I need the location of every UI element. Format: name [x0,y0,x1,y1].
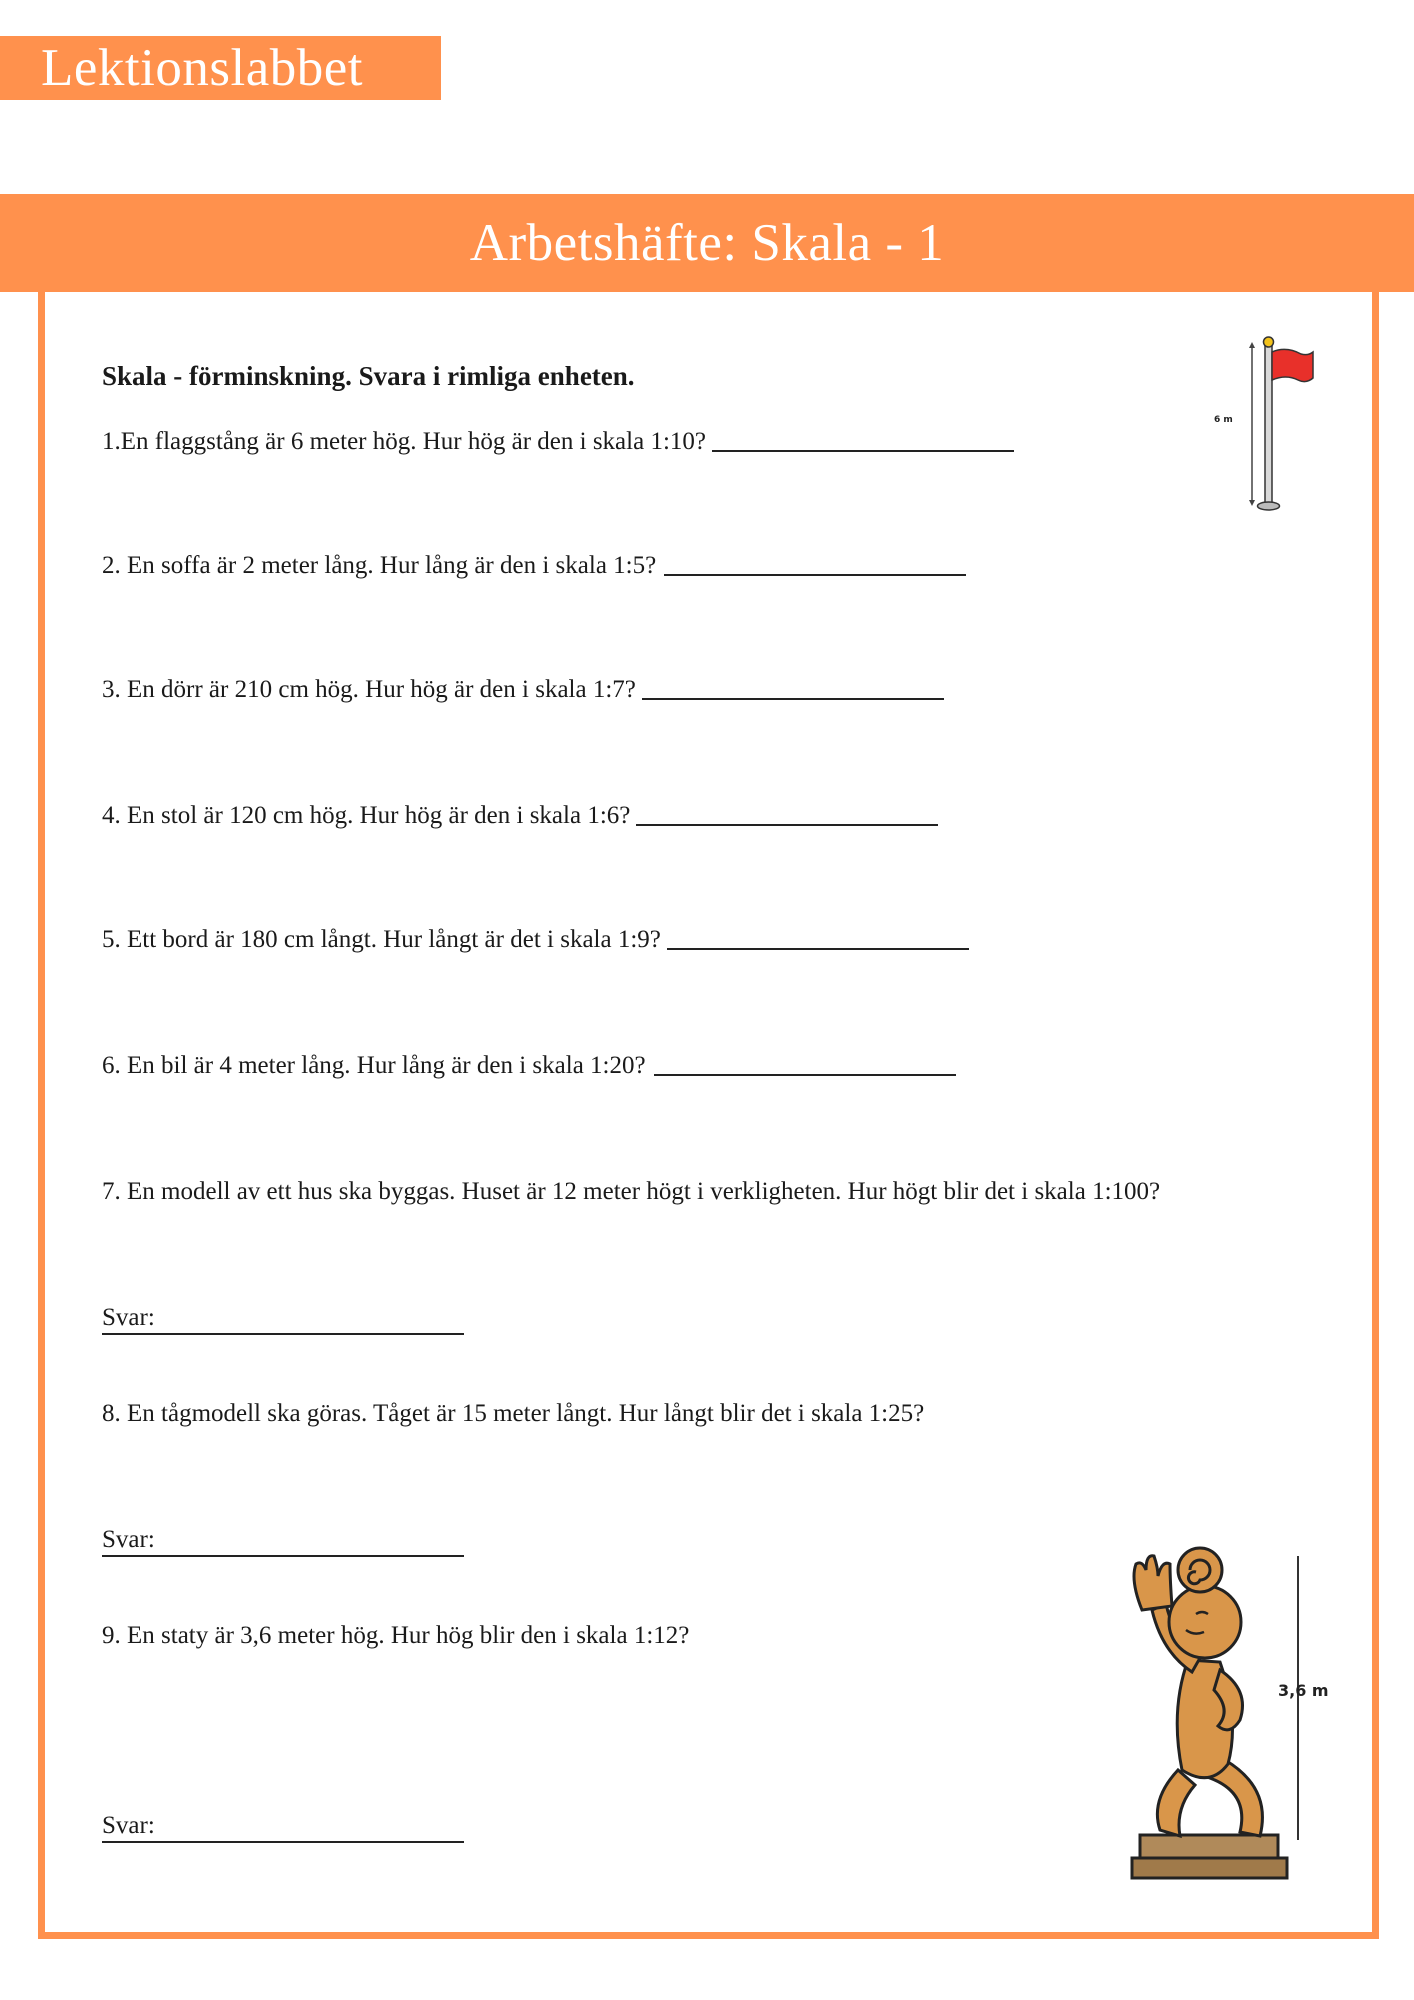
question-2 [102,552,966,580]
answer-line[interactable] [636,824,938,826]
instruction-text: Skala - förminskning. Svara i rimliga enheten. [102,361,635,391]
question-text: 6. En bil är 4 meter lång. Hur lång är den i skala 1:20? [102,1052,646,1079]
flag-height-label: 6 m [1214,415,1233,425]
answer-line[interactable] [712,450,1014,452]
pedestal-base [1132,1858,1287,1878]
question-5 [102,926,969,954]
question-text: 3. En dörr är 210 cm hög. Hur hög är den i skala 1:7? [102,676,636,703]
answer-line[interactable] [654,1074,956,1076]
answer-line[interactable] [667,948,969,950]
answer-line-9[interactable]: Svar: [102,1812,464,1843]
question-text: 4. En stol är 120 cm hög. Hur hög är den i skala 1:6? [102,802,631,829]
pole-base [1258,502,1280,510]
question-text: 1.En flaggstång är 6 meter hög. Hur hög är den i skala 1:10? [102,428,706,455]
brand-logo: Lektionslabbet [0,36,441,100]
pole-finial [1264,337,1274,347]
flagpole-illustration [1206,334,1316,512]
question-8 [102,1400,924,1428]
question-4 [102,802,938,830]
question-text: 2. En soffa är 2 meter lång. Hur lång är den i skala 1:5? [102,552,657,579]
page-title: Arbetshäfte: Skala - 1 [0,194,1414,292]
question-1 [102,428,1014,456]
red-flag [1272,349,1313,381]
answer-line[interactable] [642,698,944,700]
answer-line-8[interactable]: Svar: [102,1526,464,1557]
question-text: 5. Ett bord är 180 cm långt. Hur långt är det i skala 1:9? [102,926,661,953]
question-6 [102,1052,956,1080]
flag-pole [1265,344,1272,504]
statue-hand [1134,1556,1172,1610]
question-text: 9. En staty är 3,6 meter hög. Hur hög blir den i skala 1:12? [102,1622,690,1649]
answer-line[interactable] [664,574,966,576]
question-text: 7. En modell av ett hus ska byggas. Huset är 12 meter högt i verkligheten. Hur högt blir det i skala 1:100? [102,1178,1161,1205]
question-7 [102,1178,1160,1206]
statue-illustration [1100,1540,1330,1895]
statue-height-label: 3,6 m [1278,1681,1329,1700]
question-9 [102,1622,689,1650]
question-3 [102,676,944,704]
question-text: 8. En tågmodell ska göras. Tåget är 15 meter långt. Hur långt blir det i skala 1:25? [102,1400,925,1427]
pedestal-top [1140,1835,1278,1859]
answer-line-7[interactable]: Svar: [102,1304,464,1335]
statue-head [1169,1586,1241,1658]
